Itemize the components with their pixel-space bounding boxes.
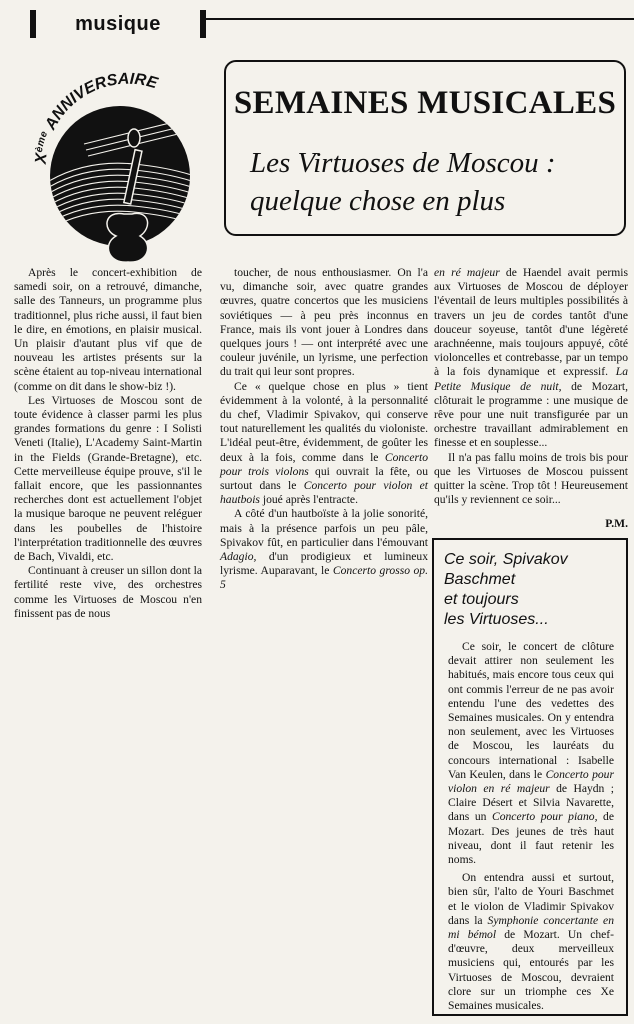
headline-title: SEMAINES MUSICALES <box>233 85 617 121</box>
article-paragraph: en ré majeur de Haendel avait permis aux Virtuoses de Moscou de déployer l'éventail de leurs multiples possibilités à travers un jeu de cordes tantôt d'une douceur soyeuse, tantôt d'une légèreté arachnéenne, mais toujours appuyé, côté violoncelles et contrebasse, par un tempo à la fois dynamique et expressif. La Petite Musique de nuit, de Mozart, clôturait le programme : une musique de rêve pour une nuit transfigurée par un orchestre travaillant admirablement en finesse et en souplesse... <box>434 266 628 450</box>
headline-box <box>224 60 626 236</box>
logo-arc-text: Xème ANNIVERSAIRE <box>32 70 160 165</box>
article-paragraph: Continuant à creuser un sillon dont la fertilité reste vive, des orchestres comme les Virtuoses de Moscou n'en finissent pas de nous <box>14 564 202 620</box>
sidebar-paragraph: On entendra aussi et surtout, bien sûr, l'alto de Youri Baschmet et le violon de Vladimir Spivakov dans la Symphonie concertante en mi bémol de Mozart. Un chef-d'œuvre, deux merveilleux musiciens qui, entourés par les Virtuoses de Moscou, devraient clore sur un triomphe ces Xe Semaines musicales. <box>448 871 615 1013</box>
section-label: musique <box>75 13 161 35</box>
article-paragraph: toucher, de nous enthousiasmer. On l'a vu, dimanche soir, avec quatre grandes œuvres, quatre concertos que les musiciens soviétiques — à peu près inconnus en France, mais ils vont jouer à Londres dans quelques jours ! — ont interprété avec une couleur juvénile, un lyrisme, une perfection du trait qui leur sont propres. <box>220 266 428 379</box>
subtitle-line-2: quelque chose en plus <box>250 185 506 217</box>
anniversary-logo <box>24 64 224 264</box>
section-tab <box>30 10 206 38</box>
article-paragraph: A côté d'un hautboïste à la jolie sonorité, mais à la présence parfois un peu pâle, Spivakov fût, en particulier dans l'émouvant Adagio, d'un prodigieux et lumineux lyrisme. Auparavant, le Concerto grosso op. 5 <box>220 507 429 592</box>
sidebar-title: Ce soir, Spivakov Baschmet et toujours les Virtuoses... <box>444 551 568 628</box>
sidebar-body <box>448 640 614 1013</box>
sidebar-paragraph: Ce soir, le concert de clôture devait attirer non seulement les habitués, mais encore tous ceux qui ont commis l'erreur de ne pas avoir entendu l'une des vedettes des Semaines musicales. On y entendra non seulement, avec les Virtuoses de Moscou, les lauréats du concours international : Isabelle Van Keulen, dans le Concerto pour violon en ré majeur de Haydn ; Claire Désert et Silvia Navarette, dans un Concerto pour piano, de Mozart. Des jeunes de très haut niveau, dont il faut retenir les noms. <box>448 640 614 867</box>
author-signature: P.M. <box>605 517 628 531</box>
article-paragraph: Les Virtuoses de Moscou sont de toute évidence à classer parmi les plus grandes formations du genre : I Solisti Veneti (Italie), L'Academy Saint-Martin in the Fields (Grande-Bretagne), etc. Cette merveilleuse équipe prouve, s'il le fallait encore, que les passionnantes recherches dont est actuellement l'objet la musique baroque ne peuvent reléguer dans les poubelles de l'histoire l'interprétation traditionnelle des œuvres de Bach, Vivaldi, etc. <box>14 393 202 564</box>
headline-subtitle <box>250 144 614 220</box>
article-paragraph: Ce « quelque chose en plus » tient évidemment à la volonté, à la personnalité du chef, Vladimir Spivakov, qui conserve tout naturellement les qualités du violoniste. L'idéal peut-être, évidemment, de goûter les deux à la fois, comme dans le Concerto pour trois violons qui ouvrait la fête, ou surtout dans le Concerto pour violon et hautbois joué après l'entracte. <box>220 379 428 507</box>
article-column-1 <box>14 266 202 621</box>
subtitle-line-1: Les Virtuoses de Moscou : <box>250 147 556 179</box>
article-column-2 <box>220 266 428 593</box>
article-paragraph: Après le concert-exhibition de samedi soir, on a retrouvé, dimanche, salle des Tanneurs, un programme plus traditionnel, plus riche aussi, il faut bien le dire, en émotions, en plaisir musical. Un plaisir d'autant plus vif que de nouveau les artistes présents sur la scène étaient au top-niveau international (comme on dit dans le show-biz !). <box>14 266 202 393</box>
article-paragraph: Il n'a pas fallu moins de trois bis pour que les Virtuoses de Moscou puissent quitter la scène. Trop tôt ! Heureusement qu'ils y reviennent ce soir... <box>434 450 628 507</box>
top-rule <box>206 18 634 20</box>
article-column-3 <box>434 266 628 532</box>
sidebar-box <box>432 538 628 1016</box>
